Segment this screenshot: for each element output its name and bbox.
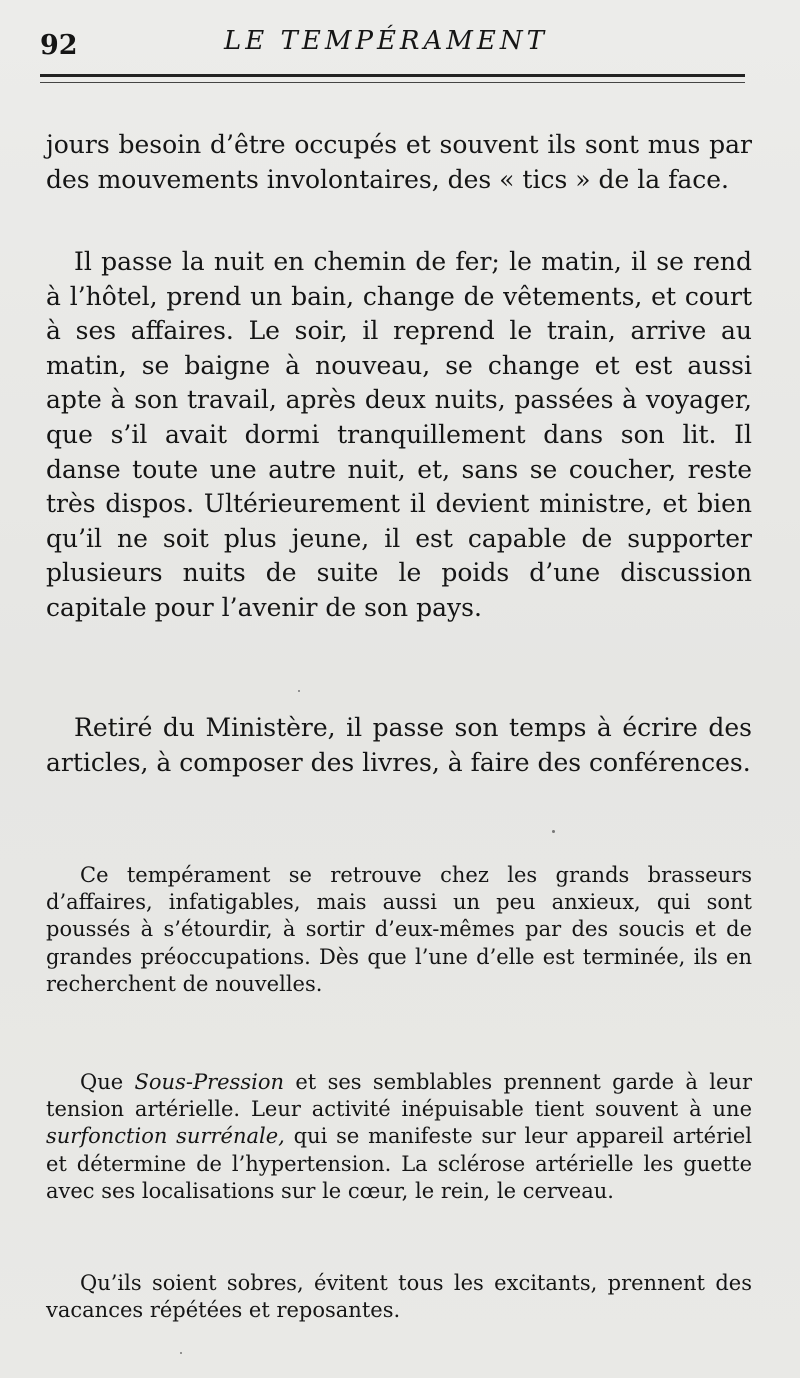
paragraph-advice: Qu’ils soient sobres, évitent tous les excitants, prennent des vacances répétées et reposantes.	[46, 1271, 752, 1323]
p5-emphasis-surfonction: surfonction surrénale,	[46, 1124, 285, 1149]
p5-emphasis-sous-pression: Sous-Pression	[134, 1070, 284, 1094]
header-rule	[40, 74, 745, 77]
running-title: LE TEMPÉRAMENT	[224, 26, 548, 56]
print-speck	[552, 830, 555, 833]
paragraph-continuation: jours besoin d’être occupés et souvent ils sont mus par des mouvements involontaires, des « tics » de la face.	[46, 130, 752, 194]
page-number: 92	[40, 30, 78, 61]
paragraph-temperament: Ce tempérament se retrouve chez les grands brasseurs d’affaires, infatigables, mais aussi un peu anxieux, qui sont poussés à s’étourdir, à sortir d’eux-mêmes par des soucis et de grandes préoccupations. Dès que l’une d’elle est terminée, ils en recherchent de nouvelles.	[46, 863, 752, 996]
print-speck	[298, 690, 300, 692]
p5-text-3: qui se manifeste sur leur appareil artériel et détermine de l’hypertension. La sclérose artérielle les guette avec ses localisations sur le cœur, le rein, le cerveau.	[46, 1124, 752, 1203]
print-speck	[180, 1352, 182, 1354]
header-rule-thin	[40, 82, 745, 83]
p5-text-1: Que	[80, 1070, 135, 1094]
paragraph-retirement: Retiré du Ministère, il passe son temps à écrire des articles, à composer des livres, à faire des conférences.	[46, 713, 752, 777]
p5-text-2: et ses semblables prennent garde à leur tension artérielle. Leur activité inépuisable tient souvent à une	[46, 1070, 752, 1122]
paragraph-travel: Il passe la nuit en chemin de fer; le matin, il se rend à l’hôtel, prend un bain, change de vêtements, et court à ses affaires. Le soir, il reprend le train, arrive au matin, se baigne à nouveau, se change et est aussi apte à son travail, après deux nuits, passées à voyager, que s’il avait dormi tranquillement dans son lit. Il danse toute une autre nuit, et, sans se coucher, reste très dispos. Ultérieurement il devient ministre, et bien qu’il ne soit plus jeune, il est capable de supporter plusieurs nuits de suite le poids d’une discussion capitale pour l’avenir de son pays.	[46, 247, 752, 622]
page-header	[40, 24, 750, 64]
paragraph-hypertension	[46, 1069, 752, 1205]
